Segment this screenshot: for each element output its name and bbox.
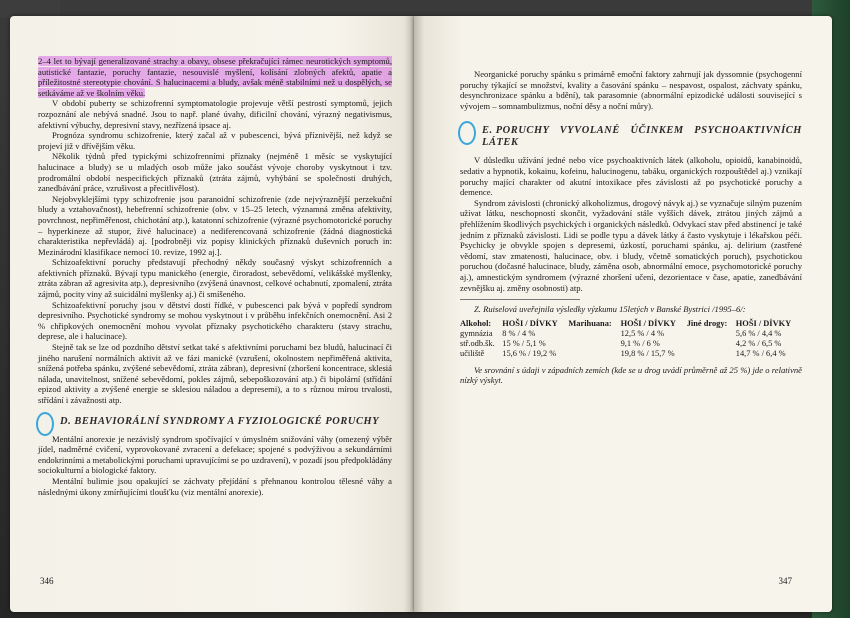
table-header: Jiné drogy: — [686, 318, 728, 328]
paragraph: Mentální anorexie je nezávislý syndrom spočívající v úmyslném snižování váhy (omezený výběr jídel, nadměrné cvičení, vyprovokované zvracení a defekace; spojené s podvýživou a sekundárními endokrinními a metabolickými poruchami upravujícími se po uzdravení), v pozadí jsou předpokládány sociokulturní a biologické faktory. — [38, 433, 392, 476]
table-cell: 9,1 % / 6 % — [620, 338, 660, 348]
table-cell: stř.odb.šk. — [460, 338, 495, 348]
table-cell — [568, 349, 620, 359]
table-cell: 4,2 % / 6,5 % — [735, 338, 782, 348]
paragraph — [38, 56, 392, 98]
table-cell — [687, 349, 736, 359]
paragraph: Syndrom závislosti (chronický alkoholizmus, drogový návyk aj.) se vyznačuje silným puzením užívat látku, neschopností skončit, vyžadování stále vyšších dávek, ztrátou jiných zájmů a přehlížením škodlivých psychických i organických následků. Odvykací stav před abstinencí je také jedním z příznaků závislosti. Lidi se podle typu a dávek látky á často vyskytuje i lékařskou péči. Psychicky je obvykle spojen s depresemi, úzkostí, poruchami spánku, aj. delirium (zastřené vědomí, stav zmatenosti, halucinace, obv. i bludy, včetně somatických poruch), psychotickou poruchou (dočasné halucinace, bludy, záměna osob, abnormální emoce, psychomotorické poruchy aj.), amnestickým syndromem (výrazné zhoršení učení, dezorientace v čase, apatie, zanedbávání zevnějšku aj. změny osobnosti) atp. — [460, 197, 802, 293]
table-cell: 15 % / 5,1 % — [502, 338, 546, 348]
drug-survey-table — [460, 319, 802, 359]
divider — [460, 299, 580, 300]
heading-letter: E. — [482, 125, 493, 137]
right-page — [414, 16, 832, 612]
table-row — [460, 329, 802, 339]
paragraph: Neorganické poruchy spánku s primárně emoční faktory zahrnují jak dyssomnie (psychogenní poruchy týkající se množství, kvality a časování spánku – nespavost, ospalost, záchvaty spánku, desynchronizace spánku a bdění), tak parasomnie (abnormální epizodické události související s vývojem – somnambulizmus, noční děsy a noční můry). — [460, 69, 802, 111]
paragraph: Schizoafektivní poruchy jsou v dětství dosti řídké, v pubescenci pak bývá v popředí syndrom depresivního. Psychotické syndromy se mohou vyskytnout i v průběhu infekčních onemocnění. Asi 2 % chřipkových onemocnění mohou vyvolat příznaky psychotického charakteru (stavy strachu, deprese, ale i halucinace). — [38, 299, 392, 342]
table-cell: 12,5 % / 4 % — [620, 328, 665, 338]
paragraph: Mentální bulimie jsou opakující se záchvaty přejídání s přehnanou kontrolou tělesné váhy a následnými úkony zmírňujícími tloušťku (viz mentální anorexie). — [38, 475, 392, 497]
table-cell — [568, 329, 620, 339]
table-cell: 15,6 % / 19,2 % — [502, 348, 557, 358]
heading-title: BEHAVIORÁLNÍ SYNDROMY A FYZIOLOGICKÉ PORUCHY — [74, 415, 380, 427]
paragraph: Stejně tak se lze od pozdního dětství setkat také s afektivními poruchami bez bludů, halucinací či jiného narušení normálních aktivit až ve fázi manické (vzrušení, okolnostem nepřiměřená aktivita, snížená potřeba spánku, zvýšené sebevědomí, ztráta zábran), depresivní (zhoršení koncentrace, sklesiá nálada, unavitelnost, snížené sebevědomí, pokles zájmů, sebepoškozování atp.) či bipolární (střídání epizod aktivity a zvýšené energie se sklesiou náladou a depresemi), a to s různou mírou trvalosti, střídání i závažnosti atp. — [38, 342, 392, 405]
paragraph: Ve srovnání s údaji v západních zemích (kde se u drog uvádí průměrně až 25 %) jde o relativně nízký výskyt. — [460, 364, 802, 386]
table-cell — [687, 329, 736, 339]
table-header-row — [460, 319, 802, 329]
section-heading-d — [38, 416, 392, 428]
paragraph: Několik týdnů před typickými schizofrenními příznaky (nejméně 1 měsíc se vyskytující halucinace a bludy) se u mladých osob může jako součást vývoje choroby vyskytnout i tzv. prodromální období nespecifických příznaků (ztráta zájmů, vyhýbání se společnosti druhých, zanedbávání práce, vzrušivost a přecitlivělost). — [38, 151, 392, 194]
highlighted-text: 2–4 let to bývají generalizované strachy a obavy, obsese překračující rámec neurotických symptomů, autistické fantazie, poruchy fantazie, nesouvislé myšlení, kolísání zlobných afektů, apatie a příležitostné stereotypie chování. S halucinacemi a bludy, avšak méně stabilními než u dospělých, se setkáváme až ve školním věku. — [38, 56, 392, 98]
study-note: Z. Ruiselová uveřejnila výsledky výzkumu 15letých v Banské Bystrici /1995–6/: — [474, 304, 746, 315]
table-cell: 8 % / 4 % — [502, 328, 536, 338]
table-cell — [568, 339, 620, 349]
paragraph: Nejobvyklejšími typy schizofrenie jsou paranoidní schizofrenie (zde nejvýraznější perzekuční bludy a vztahovačnost), hebefrenní schizofrenie (obv. v 15–25 letech, významná změna afektivity, povrchnost, nepřiměřenost, chichotání atp.), katatonní schizofrenie (výrazné psychomotorické poruchy – hyperkineze až stupor, živé halucinace) a nediferencovaná schizofrenie (žádná diagnostická charakteristika nepřevládá) aj. [podrobněji viz popisy klinických příznaků duševních poruch in: Mezinárodní klasifikace nemocí 10. revize, 1992 aj.]. — [38, 193, 392, 257]
circle-annotation-icon — [458, 121, 476, 145]
heading-letter: D. — [60, 415, 72, 427]
table-cell: gymnázia — [460, 328, 493, 338]
heading-title: PORUCHY VYVOLANÉ ÚČINKEM PSYCHOAKTIVNÍCH LÁTEK — [482, 125, 802, 149]
paragraph: Prognóza syndromu schizofrenie, který začal až v pubescenci, bývá příznivější, než když se projeví již v dřívějším věku. — [38, 130, 392, 151]
table-row — [460, 349, 802, 359]
circle-annotation-icon — [36, 412, 54, 436]
page-number: 346 — [40, 576, 54, 586]
table-cell — [687, 339, 736, 349]
table-cell: učiliště — [460, 348, 485, 358]
section-heading-e — [460, 125, 802, 149]
table-header: HOŠI / DÍVKY — [735, 318, 792, 328]
paragraph: Schizoafektivní poruchy představují přechodný někdy současný výskyt schizofrenních a afektivních příznaků. Bývají typu manického (energie, čiroradost, sebevědomí, velikášské myšlenky, ztráta zábran až agresivita atp.), depresivního (zvýšená únavnost, celkové ochabnutí, zpomalení, ztráta zájmů, pocity viny až suicidální myšlenky aj.) či smíšeného. — [38, 257, 392, 300]
paragraph: V důsledku užívání jedné nebo více psychoaktivních látek (alkoholu, opioidů, kanabinoidů, sedativ a hypnotik, kokainu, kofeinu, halucinogenu, tabáku, organických rozpouštědel aj.) vznikají poruchy mající charakter od akutní intoxikace přes závislosti až po psychotické poruchy a demence. — [460, 155, 802, 198]
table-row — [460, 339, 802, 349]
left-page-text — [38, 56, 392, 497]
left-page — [10, 16, 414, 612]
right-page-text — [460, 69, 802, 386]
table-header: Alkohol: — [460, 318, 492, 328]
paragraph: V období puberty se schizofrenní symptomatologie projevuje větší pestrostí symptomů, jejich rozpoznání ale nebývá snadné. Jsou to např. plané úvahy, dificilní chování, výrazný negativismus, afektivní výbuchy, depresivní stavy, nezřízená ipsace aj. — [38, 98, 392, 130]
page-number: 347 — [778, 576, 792, 586]
table-header: HOŠI / DÍVKY — [620, 318, 676, 328]
table-cell: 14,7 % / 6,4 % — [735, 348, 786, 358]
table-cell: 5,6 % / 4,4 % — [735, 328, 782, 338]
table-cell: 19,8 % / 15,7 % — [620, 348, 675, 358]
table-header: HOŠI / DÍVKY — [502, 318, 558, 328]
table-header: Marihuana: — [568, 318, 612, 328]
